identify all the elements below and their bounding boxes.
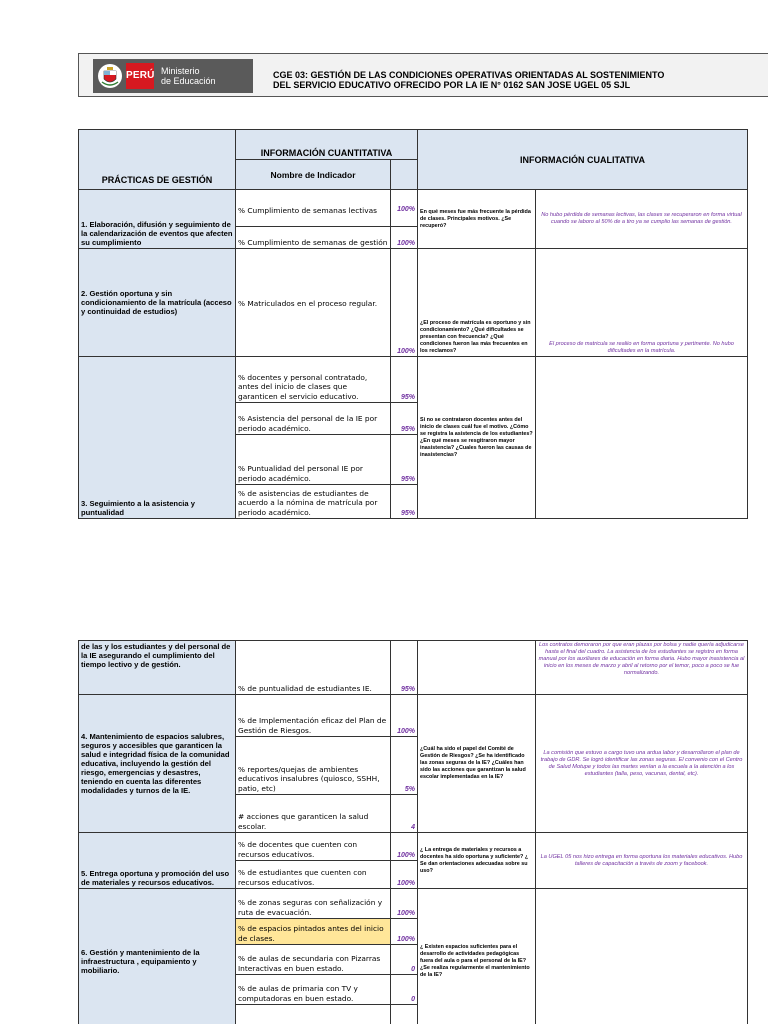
indicator-5-1: % de docentes que cuenten con recursos educativos. <box>236 833 391 861</box>
indicator-3-2: % Asistencia del personal de la IE por periodo académico. <box>236 403 391 435</box>
answer-2: El proceso de matricula se realiio en forma oportuna y pertinente. No hubo dificultades en la matrícula. <box>536 249 748 357</box>
value-3-3: 95% <box>391 435 418 485</box>
indicator-3-1: % docentes y personal contratado, antes del inicio de clases que garanticen el servicio educativo. <box>236 357 391 403</box>
value-2-1: 100% <box>391 249 418 357</box>
question-6: ¿ Existen espacios suficientes para el desarrollo de actividades pedagógicas fuera del aula o para el personal de la IE? ¿Se realiza regularmente el mantenimiento de la IE? <box>418 889 536 1024</box>
indicator-5-2: % de estudiantes que cuenten con recursos educativos. <box>236 861 391 889</box>
value-5-1: 100% <box>391 833 418 861</box>
value-3-5: 95% <box>391 641 418 695</box>
management-table-page-1 <box>78 129 748 519</box>
question-3: Si no se contrataron docentes antes del inicio de clases cuál fue el motivo. ¿Cómo se registra la asistencia de los estudiantes? ¿En qué meses se resgitraron mayor inasistencia? ¿Cuales fueron las causas de inasistencias? <box>418 357 536 519</box>
page-2 <box>0 640 768 1024</box>
value-6-1: 100% <box>391 889 418 919</box>
value-3-2: 95% <box>391 403 418 435</box>
indicator-1-1: % Cumplimiento de semanas lectivas <box>236 190 391 227</box>
indicator-3-4: % de asistencias de estudiantes de acuerdo a la nómina de matrícula por periodo académico. <box>236 485 391 519</box>
document-title: CGE 03: GESTIÓN DE LAS CONDICIONES OPERATIVAS ORIENTADAS AL SOSTENIMIENTO DEL SERVICIO EDUCATIVO OFRECIDO POR LA IE N° 0162 SAN JOSE UGEL 05 SJL <box>273 70 665 90</box>
value-1-2: 100% <box>391 227 418 249</box>
indicator-4-2: % reportes/quejas de ambientes educativos insalubres (quiosco, SSHH, patio, etc) <box>236 737 391 795</box>
indicator-6-3: % de aulas de secundaria con Pizarras Interactivas en buen estado. <box>236 945 391 975</box>
indicator-4-1: % de Implementación eficaz del Plan de Gestión de Riesgos. <box>236 695 391 737</box>
value-6-3: 0 <box>391 945 418 975</box>
indicator-1-2: % Cumplimiento de semanas de gestión <box>236 227 391 249</box>
practice-6: 6. Gestión y mantenimiento de la infraestructura , equipamiento y mobiliario. <box>79 889 236 1024</box>
indicator-6-4: % de aulas de primaria con TV y computadoras en buen estado. <box>236 975 391 1005</box>
value-3-4: 95% <box>391 485 418 519</box>
practice-2: 2. Gestión oportuna y sin condicionamiento de la matrícula (acceso y continuidad de estudios) <box>79 249 236 357</box>
indicator-6-2: % de espacios pintados antes del inicio de clases. <box>236 919 391 945</box>
indicator-4-3: # acciones que garanticen la salud escolar. <box>236 795 391 833</box>
quantitative-header: INFORMACIÓN CUANTITATIVA <box>236 130 418 160</box>
practice-3-continued: de las y los estudiantes y del personal de la IE asegurando el cumplimiento del tiempo lectivo y de gestión. <box>79 641 236 695</box>
practice-5: 5. Entrega oportuna y promoción del uso de materiales y recursos educativos. <box>79 833 236 889</box>
answer-1: No hubo pérdida de semanas lectivas, las clases se recuperaron en forma virtual cuando se laboro al 50% de a tiro ya se cumplio las semanas de gestión. <box>536 190 748 249</box>
ministry-name: Ministerio de Educación <box>161 66 216 86</box>
value-5-2: 100% <box>391 861 418 889</box>
answer-4: La comisión que estuvo a cargo tuvo una ardua labor y desarrollaron el plan de trabajo de GDR. Se logró identificar las zonas seguras. El convenio con el Centro de Salud Motupe y todos las martes venían a la escuela a la atención a los estudiantes (talla, peso, vacunas, dental, etc). <box>536 695 748 833</box>
value-4-3: 4 <box>391 795 418 833</box>
practice-4: 4. Mantenimiento de espacios salubres, seguros y accesibles que garanticen la salud e integridad física de la comunidad educativa, incluyendo la gestión del riesgo, emergencias y desastres, teniendo en cuenta las diferentes modalidades y turnos de la IE. <box>79 695 236 833</box>
practices-header: PRÁCTICAS DE GESTIÓN <box>79 130 236 190</box>
value-6-4: 0 <box>391 975 418 1005</box>
indicator-name-header: Nombre de Indicador <box>236 160 391 190</box>
question-1: En qué meses fue más frecuente la pérdida de clases. Principales motivos. ¿Se recuperó? <box>418 190 536 249</box>
indicator-6-1: % de zonas seguras con señalización y ruta de evacuación. <box>236 889 391 919</box>
answer-5: La UGEL 05 nos hizo entrega en forma oportuna los materiales educativos. Hubo talleres de capacitación a través de zoom y facebook. <box>536 833 748 889</box>
value-3-1: 95% <box>391 357 418 403</box>
question-2: ¿El proceso de matrícula es oportuno y sin condicionamiento? ¿Qué dificultades se presentan con frecuencia? ¿Qué condiciones fueron las más frecuentes en los reclamos? <box>418 249 536 357</box>
qualitative-header: INFORMACIÓN CUALITATIVA <box>418 130 748 190</box>
practice-1: 1. Elaboración, difusión y seguimiento de la calendarización de eventos que afecten su cumplimiento <box>79 190 236 249</box>
indicator-3-3: % Puntualidad del personal IE por periodo académico. <box>236 435 391 485</box>
value-1-1: 100% <box>391 190 418 227</box>
value-4-1: 100% <box>391 695 418 737</box>
answer-3: Los contratos demoraron por que eran plazas por bolsa y nadie quería adjudicarse hasta el final del cuadro. La asistencia de los estudiantes se registro en forma manual por los auxiliares de educación en forma diaria. Hubo mayor inasistencia al inicio en los meses de marzo y abril al retorno por el temor, poco a poco se fue normalizando. <box>536 641 748 695</box>
value-4-2: 5% <box>391 737 418 795</box>
question-5: ¿ La entrega de materiales y recursos a docentes ha sido oportuna y suficiente? ¿ Se dan orientaciones adecuadas sobre su uso? <box>418 833 536 889</box>
question-4: ¿Cuál ha sido el papel del Comité de Gestión de Riesgos? ¿Se ha identificado las zonas seguras de la IE? ¿Cuáles han sido las acciones que garantizan la salud escolar implementadas en la IE? <box>418 695 536 833</box>
management-table-page-2 <box>78 640 748 1024</box>
indicator-2-1: % Matriculados en el proceso regular. <box>236 249 391 357</box>
peru-label: PERÚ <box>126 63 154 89</box>
value-6-2: 100% <box>391 919 418 945</box>
practice-3: 3. Seguimiento a la asistencia y puntualidad <box>79 357 236 519</box>
indicator-3-5: % de puntualidad de estudiantes IE. <box>236 641 391 695</box>
